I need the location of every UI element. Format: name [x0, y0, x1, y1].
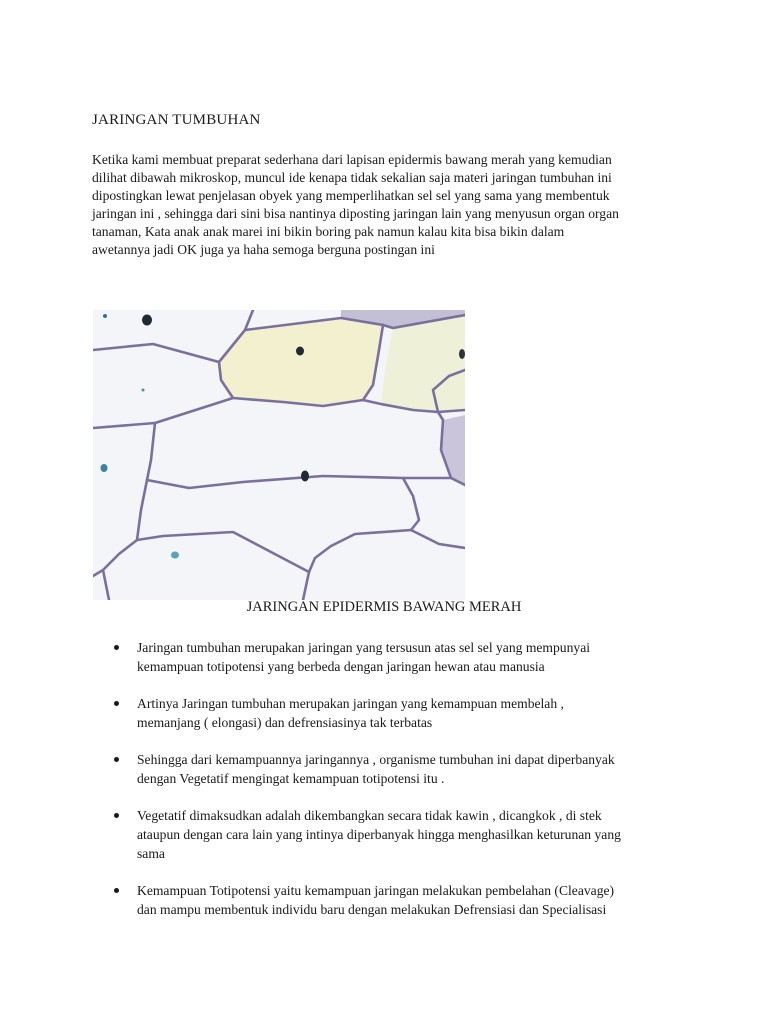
list-item [112, 806, 712, 863]
list-item-line: Jaringan tumbuhan merupakan jaringan yang tersusun atas sel sel yang mempunyai [137, 640, 591, 655]
cell-nucleus [301, 471, 309, 482]
intro-line: dipostingkan lewat penjelasan obyek yang memperlihatkan sel sel yang sama yang membentuk [92, 188, 610, 203]
intro-line: awetannya jadi OK juga ya haha semoga berguna postingan ini [92, 242, 435, 257]
list-item-line: sama [137, 846, 165, 861]
list-item [112, 881, 712, 919]
bullet-list [112, 638, 712, 937]
document-title: JARINGAN TUMBUHAN [92, 112, 261, 128]
cell-nucleus [459, 349, 465, 359]
cell-nucleus [142, 315, 152, 326]
bullet-icon [114, 757, 119, 762]
micrograph-svg [93, 310, 465, 600]
intro-line: dilihat dibawah mikroskop, muncul ide kenapa tidak sekalian saja materi jaringan tumbuhan ini [92, 170, 612, 185]
cell-nucleus [296, 347, 304, 356]
bullet-icon [114, 888, 119, 893]
list-item-line: Artinya Jaringan tumbuhan merupakan jaringan yang kemampuan membelah , [137, 696, 564, 711]
list-item-line: kemampuan totipotensi yang berbeda dengan jaringan hewan atau manusia [137, 659, 545, 674]
list-item-line: dengan Vegetatif mengingat kemampuan totipotensi itu . [137, 771, 445, 786]
intro-line: tanaman, Kata anak anak marei ini bikin boring pak namun kalau kita bisa bikin dalam [92, 224, 565, 239]
intro-paragraph [92, 151, 692, 259]
list-item-line: Sehingga dari kemampuannya jaringannya , organisme tumbuhan ini dapat diperbanyak [137, 752, 615, 767]
intro-line: Ketika kami membuat preparat sederhana dari lapisan epidermis bawang merah yang kemudian [92, 152, 612, 167]
cell-nucleus [171, 552, 179, 559]
list-item-line: dan mampu membentuk individu baru dengan melakukan Defrensiasi dan Specialisasi [137, 902, 607, 917]
list-item-line: memanjang ( elongasi) dan defrensiasinya tak terbatas [137, 715, 433, 730]
intro-line: jaringan ini , sehingga dari sini bisa nantinya diposting jaringan lain yang menyusun organ organ [92, 206, 619, 221]
list-item-line: ataupun dengan cara lain yang intinya diperbanyak hingga menghasilkan keturunan yang [137, 827, 621, 842]
bullet-icon [114, 813, 119, 818]
yellow-cell [381, 315, 465, 412]
bullet-icon [114, 645, 119, 650]
list-item [112, 750, 712, 788]
cell-nucleus [142, 389, 145, 392]
cell-nucleus [103, 314, 107, 318]
figure-caption: JARINGAN EPIDERMIS BAWANG MERAH [246, 599, 522, 615]
list-item-line: Kemampuan Totipotensi yaitu kemampuan jaringan melakukan pembelahan (Cleavage) [137, 883, 615, 898]
bullet-icon [114, 701, 119, 706]
onion-epidermis-micrograph [93, 310, 465, 600]
list-item [112, 638, 712, 676]
list-item [112, 694, 712, 732]
cell-nucleus [101, 464, 108, 472]
list-item-line: Vegetatif dimaksudkan adalah dikembangkan secara tidak kawin , dicangkok , di stek [137, 808, 602, 823]
